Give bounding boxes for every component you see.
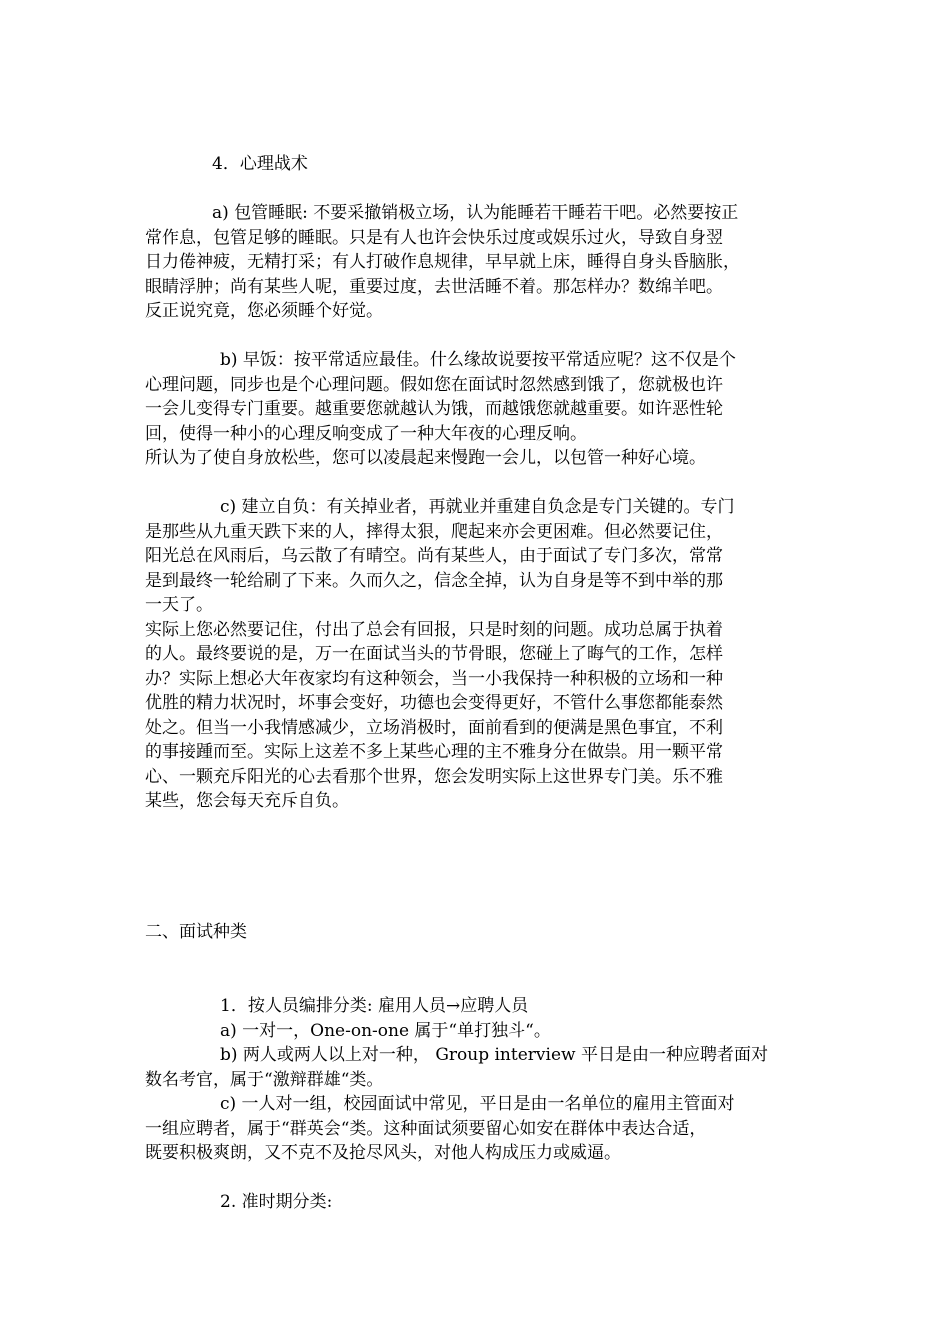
section-heading-interview-types: 二、面试种类 — [145, 922, 247, 942]
paragraph-line: 所认为了使自身放松些，您可以凌晨起来慢跑一会儿，以包管一种好心境。 — [145, 448, 706, 468]
paragraph-line: 是那些从九重天跌下来的人，摔得太狠，爬起来亦会更困难。但必然要记住， — [145, 522, 723, 542]
paragraph-line: c) 建立自负：有关掉业者，再就业并重建自负念是专门关键的。专门 — [220, 497, 735, 517]
paragraph-line: 的事接踵而至。实际上这差不多上某些心理的主不雅身分在做祟。用一颗平常 — [145, 742, 723, 762]
paragraph-line: 是到最终一轮给刷了下来。久而久之，信念全掉，认为自身是等不到中举的那 — [145, 571, 723, 591]
paragraph-line: 心理问题，同步也是个心理问题。假如您在面试时忽然感到饿了，您就极也许 — [145, 375, 723, 395]
paragraph-line: 一组应聘者，属于“群英会“类。这种面试须要留心如安在群体中表达合适， — [145, 1119, 707, 1139]
subheading-by-time: 2. 准时期分类: — [220, 1192, 333, 1212]
paragraph-line: 某些，您会每天充斥自负。 — [145, 791, 349, 811]
paragraph-line: 心、一颗充斥阳光的心去看那个世界，您会发明实际上这世界专门美。乐不雅 — [145, 767, 723, 787]
paragraph-line: a) 包管睡眠: 不要采撤销极立场，认为能睡若干睡若干吧。必然要按正 — [212, 203, 739, 223]
paragraph-line: 一天了。 — [145, 595, 213, 615]
paragraph-line: 实际上您必然要记住，付出了总会有回报，只是时刻的问题。成功总属于执着 — [145, 620, 723, 640]
paragraph-line: 处之。但当一小我情感减少，立场消极时，面前看到的便满是黑色事宜，不利 — [145, 718, 723, 738]
paragraph-line: 回，使得一种小的心理反响变成了一种大年夜的心理反响。 — [145, 424, 587, 444]
paragraph-line: c) 一人对一组，校园面试中常见，平日是由一名单位的雇用主管面对 — [220, 1094, 735, 1114]
paragraph-line: 阳光总在风雨后，乌云散了有晴空。尚有某些人，由于面试了专门多次，常常 — [145, 546, 723, 566]
paragraph-line: b) 两人或两人以上对一种， Group interview 平日是由一种应聘者面对 — [220, 1045, 768, 1065]
paragraph-line: 日力倦神疲，无精打采；有人打破作息规律，早早就上床，睡得自身头昏脑胀， — [145, 252, 740, 272]
list-item-one-on-one: a) 一对一，One-on-one 属于“单打独斗“。 — [220, 1021, 551, 1041]
paragraph-line: 办？实际上想必大年夜家均有这种领会，当一小我保持一种积极的立场和一种 — [145, 669, 723, 689]
paragraph-line: 眼睛浮肿；尚有某些人呢，重要过度，去世活睡不着。那怎样办？数绵羊吧。 — [145, 277, 723, 297]
paragraph-line: 优胜的精力状况时，坏事会变好，功德也会变得更好，不管什么事您都能泰然 — [145, 693, 723, 713]
paragraph-line: 反正说究竟，您必须睡个好觉。 — [145, 301, 383, 321]
paragraph-line: 的人。最终要说的是，万一在面试当头的节骨眼，您碰上了晦气的工作，怎样 — [145, 644, 723, 664]
subheading-by-staffing: 1．按人员编排分类: 雇用人员→应聘人员 — [220, 996, 529, 1016]
paragraph-line: 数名考官，属于“激辩群雄“类。 — [145, 1070, 384, 1090]
paragraph-line: 既要积极爽朗，又不克不及抢尽风头，对他人构成压力或威逼。 — [145, 1143, 621, 1163]
paragraph-line: 一会儿变得专门重要。越重要您就越认为饿，而越饿您就越重要。如许恶性轮 — [145, 399, 723, 419]
paragraph-line: 常作息，包管足够的睡眠。只是有人也许会快乐过度或娱乐过火，导致自身翌 — [145, 228, 723, 248]
paragraph-line: b) 早饭：按平常适应最佳。什么缘故说要按平常适应呢？这不仅是个 — [220, 350, 736, 370]
section-heading-psychological-tactics: 4．心理战术 — [212, 154, 308, 174]
